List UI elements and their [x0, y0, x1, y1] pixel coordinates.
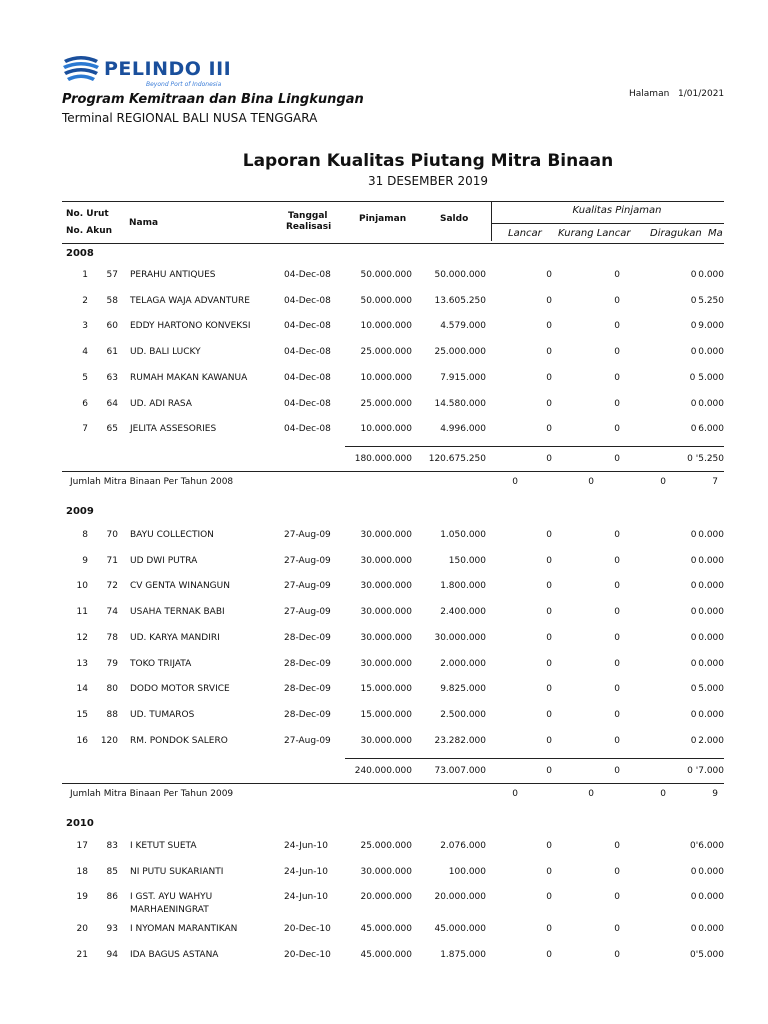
- count-col-4: 7: [712, 477, 718, 488]
- row-no-urut: 7: [82, 424, 88, 435]
- row-lancar: 0: [546, 321, 552, 332]
- header-macet: Ma: [708, 228, 723, 239]
- section-divider: [62, 783, 724, 784]
- row-kurang-lancar: 0: [614, 347, 620, 358]
- row-kurang-lancar: 0: [614, 892, 620, 903]
- row-pinjaman: 15.000.000: [360, 684, 412, 695]
- row-saldo: 14.580.000: [434, 398, 486, 409]
- row-tanggal: 04-Dec-08: [284, 424, 331, 435]
- row-nama: TELAGA WAJA ADVANTURE: [130, 295, 250, 306]
- row-pinjaman: 30.000.000: [360, 530, 412, 540]
- row-tanggal: 24-Jun-10: [284, 841, 328, 851]
- row-lancar: 0: [546, 607, 552, 618]
- row-saldo: 2.000.000: [440, 658, 486, 669]
- subtotal-lancar: 0: [546, 454, 552, 465]
- group-year: 2008: [66, 248, 94, 259]
- row-pinjaman: 25.000.000: [360, 841, 412, 851]
- header-tanggal: Tanggal: [288, 211, 328, 221]
- row-pinjaman: 45.000.000: [360, 949, 412, 960]
- row-last-col: 0 0.000: [690, 892, 724, 903]
- row-last-col: 0 0.000: [690, 924, 724, 935]
- report-title: Laporan Kualitas Piutang Mitra Binaan: [242, 151, 614, 171]
- row-nama: I NYOMAN MARANTIKAN: [130, 924, 238, 935]
- row-tanggal: 27-Aug-09: [284, 735, 331, 746]
- count-col-3: 0: [660, 788, 666, 799]
- row-no-urut: 6: [82, 398, 88, 409]
- count-col-2: 0: [588, 788, 594, 799]
- row-last-col: 0 0.000: [690, 347, 724, 358]
- page-value: 1/01/2021: [678, 89, 725, 99]
- row-saldo: 1.050.000: [440, 530, 486, 540]
- row-no-urut: 5: [82, 372, 88, 383]
- subtotal-line: [345, 758, 724, 759]
- row-last-col: 0 0.000: [690, 658, 724, 669]
- row-kurang-lancar: 0: [614, 841, 620, 851]
- header-no-akun: No. Akun: [66, 226, 113, 236]
- subtotal-pinjaman: 240.000.000: [354, 765, 412, 776]
- count-col-3: 0: [660, 477, 666, 488]
- header-saldo: Saldo: [440, 214, 469, 224]
- row-pinjaman: 50.000.000: [360, 270, 412, 280]
- row-no-akun: 94: [106, 949, 118, 960]
- header-realisasi: Realisasi: [286, 222, 332, 232]
- count-col-4: 9: [712, 788, 718, 799]
- row-tanggal: 27-Aug-09: [284, 530, 331, 540]
- row-kurang-lancar: 0: [614, 658, 620, 669]
- count-col-1: 0: [512, 788, 518, 799]
- row-lancar: 0: [546, 841, 552, 851]
- row-lancar: 0: [546, 892, 552, 903]
- row-last-col: 0 0.000: [690, 581, 724, 592]
- subtotal-saldo: 120.675.250: [428, 454, 486, 465]
- row-last-col: 0 0.000: [690, 866, 724, 877]
- row-no-urut: 8: [82, 530, 88, 540]
- row-no-akun: 79: [106, 658, 118, 669]
- row-kurang-lancar: 0: [614, 372, 620, 383]
- row-pinjaman: 25.000.000: [360, 398, 412, 409]
- page-label: Halaman: [629, 89, 670, 99]
- section-divider: [62, 471, 724, 472]
- row-kurang-lancar: 0: [614, 424, 620, 435]
- row-saldo: 13.605.250: [434, 295, 486, 306]
- header-no-urut: No. Urut: [66, 209, 109, 219]
- row-no-akun: 63: [106, 372, 118, 383]
- row-saldo: 45.000.000: [434, 924, 486, 935]
- row-no-urut: 15: [76, 709, 88, 720]
- row-lancar: 0: [546, 270, 552, 280]
- row-nama: RM. PONDOK SALERO: [130, 735, 228, 746]
- row-kurang-lancar: 0: [614, 866, 620, 877]
- row-no-akun: 78: [106, 632, 118, 643]
- row-saldo: 2.400.000: [440, 607, 486, 618]
- row-tanggal: 20-Dec-10: [284, 949, 331, 960]
- row-pinjaman: 30.000.000: [360, 555, 412, 566]
- row-kurang-lancar: 0: [614, 684, 620, 695]
- row-saldo: 4.579.000: [440, 321, 486, 332]
- row-last-col: 0 6.000: [690, 424, 724, 435]
- row-kurang-lancar: 0: [614, 530, 620, 540]
- row-no-urut: 4: [82, 347, 88, 358]
- row-no-akun: 74: [106, 607, 118, 618]
- row-kurang-lancar: 0: [614, 607, 620, 618]
- row-saldo: 30.000.000: [434, 632, 486, 643]
- subtotal-last-col: 0 '5.250: [687, 454, 724, 465]
- row-saldo: 2.500.000: [440, 709, 486, 720]
- row-no-akun: 85: [106, 866, 118, 877]
- row-tanggal: 24-Jun-10: [284, 866, 328, 877]
- row-lancar: 0: [546, 398, 552, 409]
- row-nama: EDDY HARTONO KONVEKSI: [130, 321, 251, 332]
- row-saldo: 20.000.000: [434, 892, 486, 903]
- row-no-akun: 80: [106, 684, 118, 695]
- row-nama: UD. ADI RASA: [130, 398, 192, 409]
- row-kurang-lancar: 0: [614, 632, 620, 643]
- row-kurang-lancar: 0: [614, 709, 620, 720]
- row-lancar: 0: [546, 347, 552, 358]
- row-no-urut: 16: [76, 735, 88, 746]
- row-no-urut: 11: [76, 607, 88, 618]
- row-pinjaman: 15.000.000: [360, 709, 412, 720]
- row-pinjaman: 30.000.000: [360, 658, 412, 669]
- row-lancar: 0: [546, 530, 552, 540]
- row-saldo: 1.800.000: [440, 581, 486, 592]
- row-last-col: 0 0.000: [690, 709, 724, 720]
- row-last-col: 0'6.000: [690, 841, 724, 851]
- program-title: Program Kemitraan dan Bina Lingkungan: [62, 92, 364, 107]
- row-no-urut: 1: [82, 270, 88, 280]
- row-kurang-lancar: 0: [614, 321, 620, 332]
- row-tanggal: 27-Aug-09: [284, 581, 331, 592]
- row-lancar: 0: [546, 949, 552, 960]
- row-tanggal: 28-Dec-09: [284, 684, 331, 695]
- row-tanggal: 04-Dec-08: [284, 295, 331, 306]
- count-col-1: 0: [512, 477, 518, 488]
- row-nama: UD. TUMAROS: [130, 709, 195, 720]
- row-tanggal: 28-Dec-09: [284, 709, 331, 720]
- subtotal-lancar: 0: [546, 765, 552, 776]
- row-no-akun: 71: [106, 555, 118, 566]
- row-nama: PERAHU ANTIQUES: [130, 270, 216, 280]
- row-no-urut: 21: [76, 949, 88, 960]
- terminal-label: Terminal REGIONAL BALI NUSA TENGGARA: [62, 111, 318, 125]
- header-lancar: Lancar: [508, 228, 542, 239]
- header-nama: Nama: [129, 218, 159, 228]
- row-no-akun: 93: [106, 924, 118, 935]
- header-kurang-lancar: Kurang Lancar: [558, 228, 631, 239]
- brand-name: PELINDO III: [104, 58, 232, 80]
- row-pinjaman: 10.000.000: [360, 372, 412, 383]
- row-nama: TOKO TRIJATA: [130, 658, 192, 669]
- subtotal-saldo: 73.007.000: [434, 765, 486, 776]
- row-no-akun: 88: [106, 709, 118, 720]
- row-no-urut: 13: [76, 658, 88, 669]
- row-saldo: 150.000: [448, 555, 486, 566]
- subtotal-last-col: 0 '7.000: [687, 765, 724, 776]
- row-nama: RUMAH MAKAN KAWANUA: [130, 372, 248, 383]
- header-pinjaman: Pinjaman: [359, 214, 407, 224]
- row-lancar: 0: [546, 424, 552, 435]
- header-diragukan: Diragukan: [650, 228, 702, 239]
- row-no-akun: 65: [106, 424, 118, 435]
- row-lancar: 0: [546, 658, 552, 669]
- row-saldo: 100.000: [448, 866, 486, 877]
- row-no-urut: 18: [76, 866, 88, 877]
- row-no-urut: 10: [76, 581, 88, 592]
- row-last-col: 0 2.000: [690, 735, 724, 746]
- subtotal-kurang-lancar: 0: [614, 765, 620, 776]
- row-saldo: 2.076.000: [440, 841, 486, 851]
- row-no-urut: 12: [76, 632, 88, 643]
- row-last-col: 0 0.000: [690, 398, 724, 409]
- row-nama: BAYU COLLECTION: [130, 530, 214, 540]
- row-tanggal: 04-Dec-08: [284, 372, 331, 383]
- row-kurang-lancar: 0: [614, 949, 620, 960]
- row-lancar: 0: [546, 735, 552, 746]
- row-tanggal: 04-Dec-08: [284, 321, 331, 332]
- row-last-col: 0 5.250: [690, 295, 724, 306]
- row-nama: UD DWI PUTRA: [130, 555, 198, 566]
- row-pinjaman: 10.000.000: [360, 424, 412, 435]
- group-year: 2009: [66, 506, 94, 517]
- row-no-urut: 14: [76, 684, 88, 695]
- row-last-col: 0 5.000: [689, 372, 724, 383]
- row-tanggal: 04-Dec-08: [284, 270, 331, 280]
- subtotal-kurang-lancar: 0: [614, 454, 620, 465]
- row-no-akun: 86: [106, 892, 118, 903]
- row-tanggal: 27-Aug-09: [284, 555, 331, 566]
- row-nama-cont: MARHAENINGRAT: [130, 905, 209, 916]
- row-no-akun: 60: [106, 321, 118, 332]
- row-saldo: 1.875.000: [440, 949, 486, 960]
- row-lancar: 0: [546, 632, 552, 643]
- group-year: 2010: [66, 818, 94, 829]
- row-last-col: 0 0.000: [690, 530, 724, 540]
- row-kurang-lancar: 0: [614, 398, 620, 409]
- row-saldo: 4.996.000: [440, 424, 486, 435]
- row-no-akun: 61: [106, 347, 118, 358]
- row-nama: UD. BALI LUCKY: [130, 347, 201, 358]
- row-tanggal: 28-Dec-09: [284, 632, 331, 643]
- row-no-akun: 120: [100, 735, 118, 746]
- row-no-akun: 57: [106, 270, 118, 280]
- row-tanggal: 27-Aug-09: [284, 607, 331, 618]
- row-saldo: 25.000.000: [434, 347, 486, 358]
- row-lancar: 0: [546, 866, 552, 877]
- row-pinjaman: 50.000.000: [360, 295, 412, 306]
- row-last-col: 0 5.000: [690, 684, 724, 695]
- row-lancar: 0: [546, 581, 552, 592]
- row-kurang-lancar: 0: [614, 581, 620, 592]
- row-saldo: 50.000.000: [434, 270, 486, 280]
- row-pinjaman: 30.000.000: [360, 607, 412, 618]
- row-last-col: 0'5.000: [690, 949, 724, 960]
- row-last-col: 0 0.000: [690, 555, 724, 566]
- brand-tagline: Beyond Port of Indonesia: [146, 81, 222, 88]
- pelindo-wave-icon: [62, 52, 100, 86]
- row-pinjaman: 30.000.000: [360, 735, 412, 746]
- row-nama: I KETUT SUETA: [130, 841, 197, 851]
- row-lancar: 0: [546, 684, 552, 695]
- row-kurang-lancar: 0: [614, 270, 620, 280]
- count-label: Jumlah Mitra Binaan Per Tahun 2008: [70, 477, 234, 488]
- row-tanggal: 04-Dec-08: [284, 398, 331, 409]
- header-kualitas-pinjaman: Kualitas Pinjaman: [572, 205, 662, 216]
- row-no-akun: 70: [106, 530, 118, 540]
- row-pinjaman: 10.000.000: [360, 321, 412, 332]
- row-no-urut: 9: [82, 555, 88, 566]
- row-tanggal: 24-Jun-10: [284, 892, 328, 903]
- row-no-urut: 17: [76, 841, 88, 851]
- subtotal-pinjaman: 180.000.000: [354, 454, 412, 465]
- row-lancar: 0: [546, 555, 552, 566]
- row-nama: DODO MOTOR SRVICE: [130, 684, 230, 695]
- row-no-akun: 72: [106, 581, 118, 592]
- row-saldo: 23.282.000: [434, 735, 486, 746]
- row-pinjaman: 45.000.000: [360, 924, 412, 935]
- row-kurang-lancar: 0: [614, 735, 620, 746]
- row-nama: UD. KARYA MANDIRI: [130, 632, 220, 643]
- row-pinjaman: 20.000.000: [360, 892, 412, 903]
- row-lancar: 0: [546, 372, 552, 383]
- row-kurang-lancar: 0: [614, 295, 620, 306]
- report-date: 31 DESEMBER 2019: [368, 174, 488, 188]
- row-nama: JELITA ASSESORIES: [130, 424, 217, 435]
- row-lancar: 0: [546, 709, 552, 720]
- row-pinjaman: 30.000.000: [360, 866, 412, 877]
- row-kurang-lancar: 0: [614, 555, 620, 566]
- row-lancar: 0: [546, 924, 552, 935]
- row-saldo: 9.825.000: [440, 684, 486, 695]
- count-col-2: 0: [588, 477, 594, 488]
- row-tanggal: 28-Dec-09: [284, 658, 331, 669]
- row-last-col: 0 0.000: [690, 632, 724, 643]
- row-nama: NI PUTU SUKARIANTI: [130, 866, 224, 877]
- row-kurang-lancar: 0: [614, 924, 620, 935]
- row-pinjaman: 25.000.000: [360, 347, 412, 358]
- row-nama: USAHA TERNAK BABI: [130, 607, 225, 618]
- row-no-urut: 3: [82, 321, 88, 332]
- count-label: Jumlah Mitra Binaan Per Tahun 2009: [70, 788, 234, 799]
- row-no-urut: 2: [82, 295, 88, 306]
- row-lancar: 0: [546, 295, 552, 306]
- row-no-akun: 58: [106, 295, 118, 306]
- row-last-col: 0 9.000: [690, 321, 724, 332]
- row-tanggal: 20-Dec-10: [284, 924, 331, 935]
- row-no-akun: 83: [106, 841, 118, 851]
- row-pinjaman: 30.000.000: [360, 581, 412, 592]
- row-no-akun: 64: [106, 398, 118, 409]
- row-no-urut: 19: [76, 892, 88, 903]
- row-last-col: 0 0.000: [690, 270, 724, 280]
- row-last-col: 0 0.000: [690, 607, 724, 618]
- row-pinjaman: 30.000.000: [360, 632, 412, 643]
- row-nama: CV GENTA WINANGUN: [130, 581, 230, 592]
- row-nama: IDA BAGUS ASTANA: [130, 949, 219, 960]
- subtotal-line: [345, 446, 724, 447]
- row-no-urut: 20: [76, 924, 88, 935]
- row-tanggal: 04-Dec-08: [284, 347, 331, 358]
- row-saldo: 7.915.000: [440, 372, 486, 383]
- row-nama: I GST. AYU WAHYU: [130, 892, 213, 903]
